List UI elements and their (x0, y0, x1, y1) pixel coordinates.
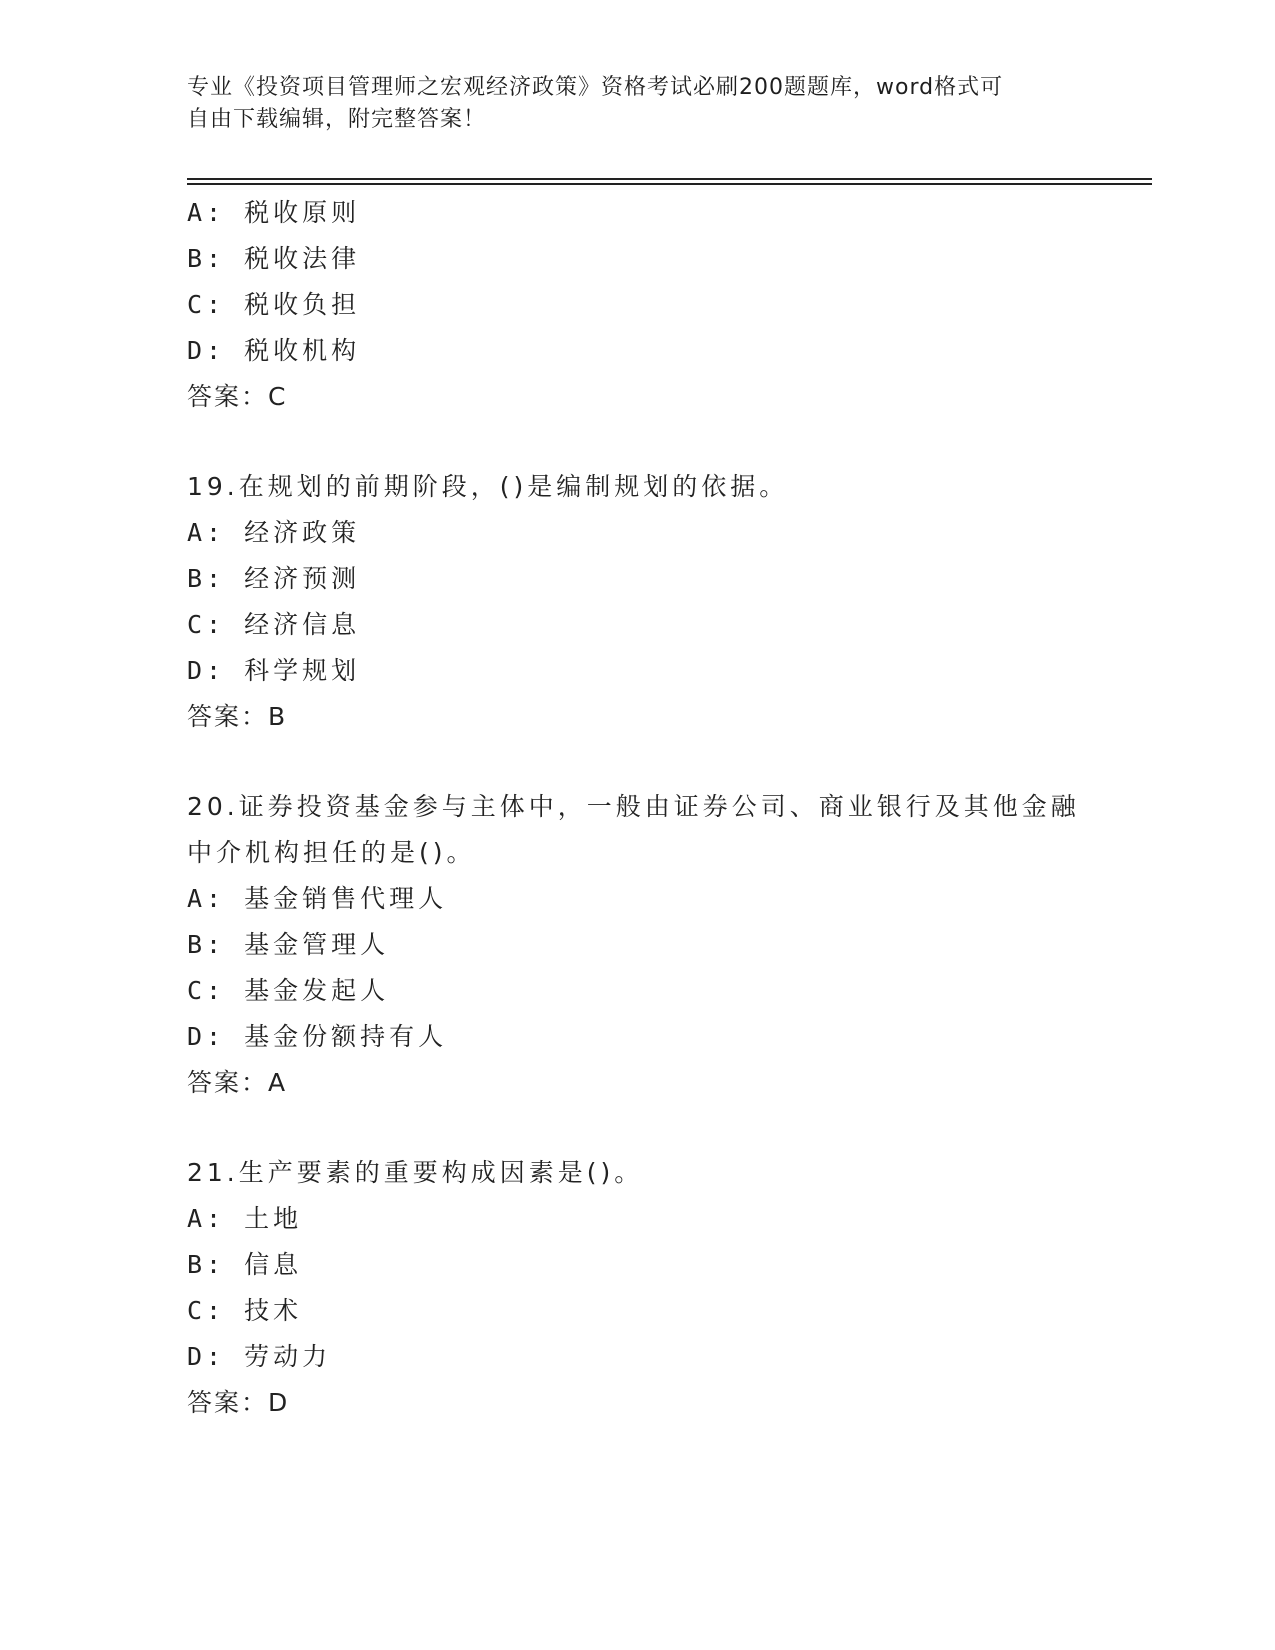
option-a: A: 税收原则 (187, 198, 361, 227)
question-stem-line-1: 20.证券投资基金参与主体中，一般由证券公司、商业银行及其他金融 (187, 792, 1080, 821)
question-block-20 (187, 784, 1087, 1106)
question-block-18 (187, 190, 1087, 420)
option-b: B: 税收法律 (187, 244, 361, 273)
question-block-19 (187, 464, 1087, 740)
option-a: A: 经济政策 (187, 518, 361, 547)
option-a: A: 土地 (187, 1204, 303, 1233)
question-stem: 19.在规划的前期阶段，()是编制规划的依据。 (187, 472, 789, 501)
question-stem-line-2: 中介机构担任的是()。 (187, 838, 476, 867)
option-c: C: 税收负担 (187, 290, 361, 319)
option-a: A: 基金销售代理人 (187, 884, 448, 913)
option-c: C: 基金发起人 (187, 976, 390, 1005)
answer: 答案：D (187, 1388, 290, 1417)
question-list (187, 190, 1087, 1426)
header-divider-bottom (187, 183, 1152, 185)
answer: 答案：B (187, 702, 288, 731)
answer: 答案：C (187, 382, 288, 411)
document-header (187, 72, 1067, 136)
option-d: D: 基金份额持有人 (187, 1022, 448, 1051)
option-b: B: 信息 (187, 1250, 303, 1279)
option-d: D: 税收机构 (187, 336, 361, 365)
option-b: B: 经济预测 (187, 564, 361, 593)
option-d: D: 科学规划 (187, 656, 361, 685)
question-block-21 (187, 1150, 1087, 1426)
option-b: B: 基金管理人 (187, 930, 390, 959)
option-d: D: 劳动力 (187, 1342, 332, 1371)
question-stem: 21.生产要素的重要构成因素是()。 (187, 1158, 644, 1187)
option-c: C: 经济信息 (187, 610, 361, 639)
header-divider-top (187, 178, 1152, 180)
option-c: C: 技术 (187, 1296, 303, 1325)
header-line-2: 自由下载编辑，附完整答案！ (187, 107, 487, 132)
answer: 答案：A (187, 1068, 288, 1097)
header-line-1: 专业《投资项目管理师之宏观经济政策》资格考试必刷200题题库，word格式可 (187, 75, 1004, 100)
